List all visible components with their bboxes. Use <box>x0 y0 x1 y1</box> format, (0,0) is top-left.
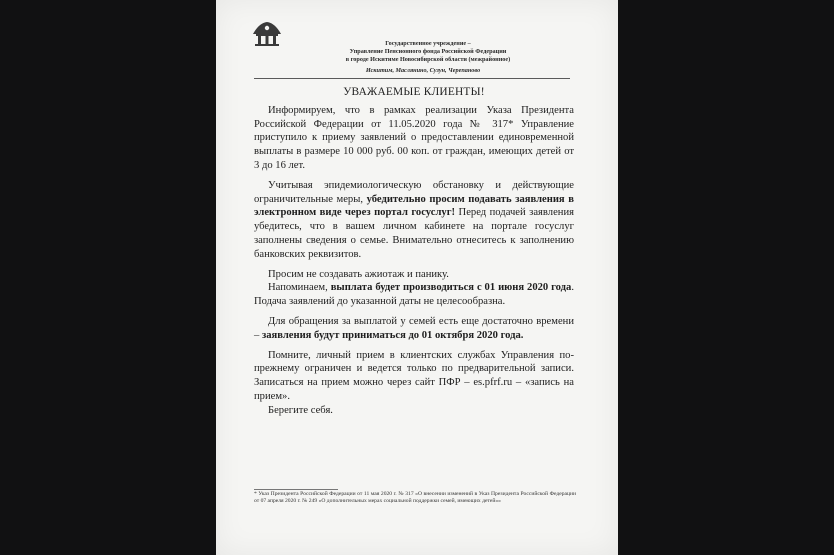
org-line: в городе Искитиме Новосибирской области (межрайонное) <box>345 56 511 64</box>
footnote-divider <box>254 489 338 490</box>
text-run: Напоминаем, <box>268 282 331 294</box>
document-body <box>254 84 574 424</box>
text-run: Для обращения за выплатой у семей есть еще достаточно времени – <box>254 315 574 341</box>
footnote: * Указ Президента Российской Федерации от 11 мая 2020 г. № 317 «О внесении изменений в Указ Президента Российской Федерации от 07 апреля 2020 г. № 249 «О дополнительных мерах социальной поддержки семей, имеющих детей»» <box>254 491 576 505</box>
paragraph-payment-start <box>254 281 574 309</box>
org-line: Управление Пенсионного фонда Российской Федерации <box>349 48 507 56</box>
emphasis-payment-date: выплата будет производиться с 01 июня 2020 года <box>330 282 572 294</box>
pfr-emblem-icon <box>250 20 284 46</box>
document-page <box>216 0 618 555</box>
organization-name <box>308 40 548 65</box>
paragraph-take-care: Берегите себя. <box>268 404 333 416</box>
paragraph-deadline <box>254 315 574 343</box>
text-run: Перед подачей заявления убедитесь, что в вашем личном кабинете на портале госуслуг заполнены сведения о семье. Внимательно отнеситесь к заполнению банковских реквизитов. <box>254 207 574 260</box>
org-line: Государственное учреждение – <box>385 40 471 47</box>
text-run: . Подача заявлений до указанной даты не целесообразна. <box>254 282 574 308</box>
emphasis-online: убедительно просим подавать заявления в электронном виде через портал госуслуг! <box>254 193 574 219</box>
emphasis-deadline: заявления будут приниматься до 01 октября 2020 года. <box>261 329 524 341</box>
paragraph-decree: Информируем, что в рамках реализации Указа Президента Российской Федерации от 11.05.2020 года № 317* Управление приступило к приему заявлений о предоставлении единовременной выплаты в размере 10 000 руб. 00 коп. от граждан, имеющих детей от 3 до 16 лет. <box>254 104 574 171</box>
document-title: УВАЖАЕМЫЕ КЛИЕНТЫ! <box>343 86 485 98</box>
paragraph-appointment: Помните, личный прием в клиентских службах Управления по-прежнему ограничен и ведется только по предварительной записи. Записаться на прием можно через сайт ПФР – es.pfrf.ru – «запись на прием». <box>254 349 574 402</box>
text-run: Учитывая эпидемиологическую обстановку и действующие ограничительные меры, <box>254 179 574 205</box>
paragraph-online-request <box>254 179 574 262</box>
paragraph-no-panic: Просим не создавать ажиотаж и панику. <box>268 268 449 280</box>
branch-towns: Искитим, Маслянино, Сузун, Черепаново <box>365 67 481 74</box>
header-divider <box>254 78 570 79</box>
